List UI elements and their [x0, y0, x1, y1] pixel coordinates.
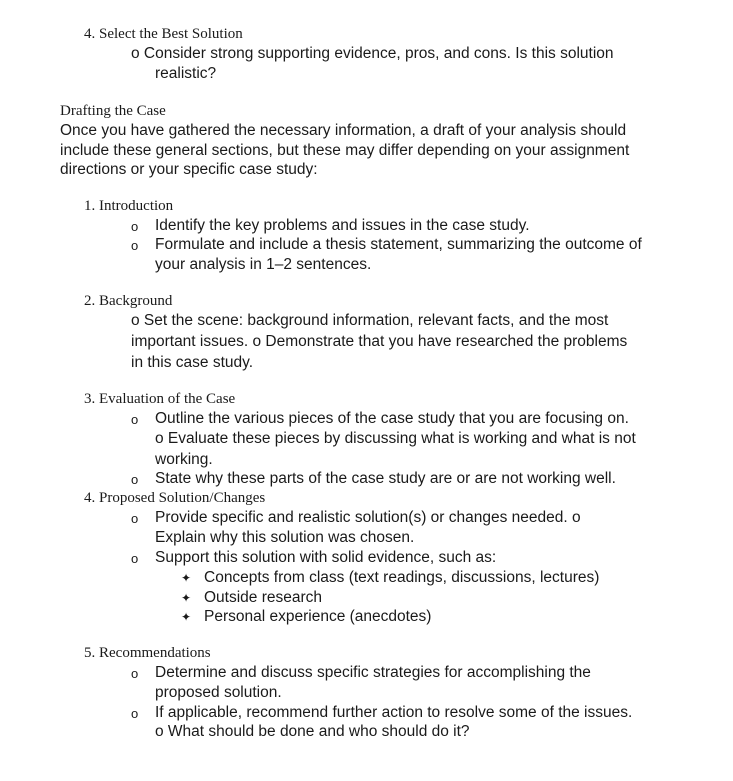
evaluation-bullet-text: Outline the various pieces of the case study that you are focusing on.	[155, 410, 629, 427]
evaluation-bullet-text: State why these parts of the case study are or are not working well.	[155, 470, 616, 487]
background-text-line: o Set the scene: background information, relevant facts, and the most	[131, 312, 609, 329]
evaluation-heading: 3. Evaluation of the Case	[84, 391, 236, 407]
bullet-marker: o	[131, 238, 139, 253]
evidence-sub-item: Outside research	[204, 589, 323, 606]
introduction-heading: 1. Introduction	[84, 198, 174, 214]
proposed-solution-heading: 4. Proposed Solution/Changes	[84, 490, 266, 506]
section-heading-select-best-solution: 4. Select the Best Solution	[84, 26, 243, 42]
background-text-line: in this case study.	[131, 354, 254, 371]
background-text-line: important issues. o Demonstrate that you have researched the problems	[131, 333, 628, 350]
evidence-sub-item: Personal experience (anecdotes)	[204, 608, 432, 625]
star-bullet-icon: ✦	[181, 610, 192, 624]
bullet-marker: o	[131, 551, 139, 566]
proposed-bullet-text: Provide specific and realistic solution(s) or changes needed. o	[155, 509, 581, 526]
evidence-sub-item: Concepts from class (text readings, discussions, lectures)	[204, 569, 600, 586]
introduction-bullet-text: your analysis in 1–2 sentences.	[155, 256, 372, 273]
introduction-bullet-text: Formulate and include a thesis statement, summarizing the outcome of	[155, 236, 642, 253]
recommendations-bullet-text: proposed solution.	[155, 684, 282, 701]
section-text-line: o Consider strong supporting evidence, pros, and cons. Is this solution	[131, 45, 614, 62]
drafting-paragraph-line: Once you have gathered the necessary information, a draft of your analysis should	[60, 122, 627, 139]
star-bullet-icon: ✦	[181, 591, 192, 605]
recommendations-bullet-text: If applicable, recommend further action to resolve some of the issues.	[155, 704, 633, 721]
drafting-paragraph-line: directions or your specific case study:	[60, 161, 318, 178]
bullet-marker: o	[131, 219, 139, 234]
introduction-bullet-text: Identify the key problems and issues in the case study.	[155, 217, 530, 234]
bullet-marker: o	[131, 511, 139, 526]
evaluation-bullet-text: working.	[155, 451, 213, 468]
drafting-heading: Drafting the Case	[60, 103, 166, 119]
recommendations-heading: 5. Recommendations	[84, 645, 211, 661]
section-text-line: realistic?	[155, 65, 217, 82]
bullet-marker: o	[131, 412, 139, 427]
bullet-marker: o	[131, 472, 139, 487]
evaluation-bullet-text: o Evaluate these pieces by discussing what is working and what is not	[155, 430, 636, 447]
bullet-marker: o	[131, 666, 139, 681]
recommendations-bullet-text: o What should be done and who should do it?	[155, 723, 470, 740]
drafting-paragraph-line: include these general sections, but these may differ depending on your assignment	[60, 142, 630, 159]
recommendations-bullet-text: Determine and discuss specific strategies for accomplishing the	[155, 664, 591, 681]
background-heading: 2. Background	[84, 293, 173, 309]
proposed-bullet-text: Support this solution with solid evidence, such as:	[155, 549, 497, 566]
proposed-bullet-text: Explain why this solution was chosen.	[155, 529, 415, 546]
bullet-marker: o	[131, 706, 139, 721]
star-bullet-icon: ✦	[181, 571, 192, 585]
